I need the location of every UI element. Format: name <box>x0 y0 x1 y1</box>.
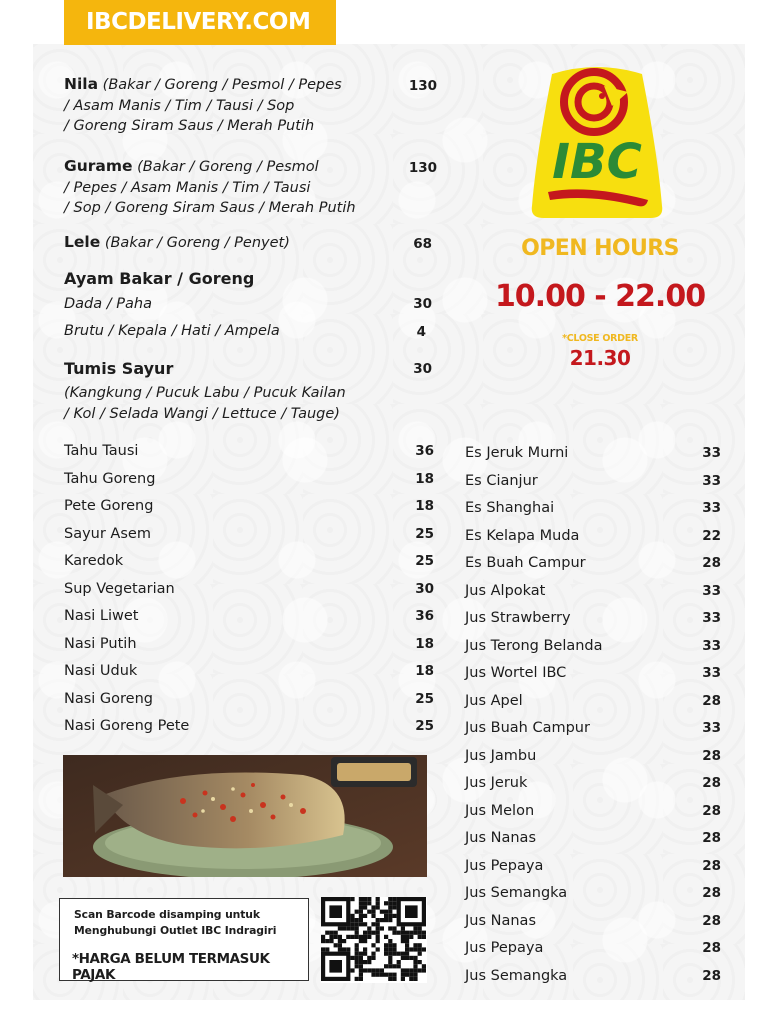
menu-row-price: 25 <box>415 690 434 707</box>
site-banner[interactable]: IBCDELIVERY.COM <box>64 0 336 45</box>
menu-row-price: 33 <box>702 637 721 654</box>
menu-row-price: 25 <box>415 718 434 734</box>
menu-row-price: 28 <box>702 912 721 929</box>
menu-row-price: 18 <box>415 635 434 652</box>
item-price: 30 <box>413 296 432 312</box>
menu-row-name: Es Jeruk Murni <box>465 445 569 461</box>
menu-row-name: Jus Alpokat <box>465 582 546 599</box>
menu-row-name: Jus Semangka <box>465 885 568 901</box>
menu-row <box>465 497 723 525</box>
menu-row-price: 25 <box>415 553 434 569</box>
menu-row-price: 28 <box>702 967 721 984</box>
menu-row <box>465 442 723 470</box>
tumis-options: (Kangkung / Pucuk Labu / Pucuk Kailan <box>64 385 346 401</box>
menu-row-price: 28 <box>702 940 721 956</box>
menu-row-price: 36 <box>415 443 434 459</box>
menu-row <box>465 470 723 498</box>
menu-row <box>64 633 436 661</box>
notice-line: Menghubungi Outlet IBC Indragiri <box>74 924 277 937</box>
menu-row <box>465 800 723 828</box>
menu-row-price: 33 <box>702 500 721 516</box>
menu-row <box>64 688 436 716</box>
menu-row-name: Es Kelapa Muda <box>465 527 580 544</box>
menu-item-lele <box>64 232 404 254</box>
menu-row-name: Jus Pepaya <box>465 857 544 874</box>
menu-row <box>64 468 436 496</box>
menu-row-name: Jus Jeruk <box>465 775 528 791</box>
menu-row <box>465 580 723 608</box>
menu-row <box>64 605 436 633</box>
item-price: 130 <box>408 160 437 176</box>
menu-row <box>465 662 723 690</box>
menu-row-price: 33 <box>702 720 721 736</box>
menu-row-price: 28 <box>702 555 721 571</box>
menu-row-name: Jus Pepaya <box>465 940 544 956</box>
menu-row-price: 33 <box>702 445 721 461</box>
menu-item-gurame <box>64 156 404 219</box>
menu-list-food <box>64 440 436 743</box>
menu-row-name: Es Cianjur <box>465 472 538 489</box>
menu-row-name: Nasi Putih <box>64 635 137 652</box>
menu-row-name: Es Buah Campur <box>465 555 586 571</box>
menu-row-name: Nasi Goreng <box>64 690 153 707</box>
menu-row <box>64 495 436 523</box>
menu-row-price: 28 <box>702 692 721 709</box>
menu-row <box>465 882 723 910</box>
menu-row <box>64 550 436 578</box>
menu-row-name: Karedok <box>64 553 124 569</box>
notice-line: Scan Barcode disamping untuk <box>74 908 260 921</box>
menu-row-price: 28 <box>702 885 721 901</box>
item-options: (Bakar / Goreng / Pesmol / Pepes <box>102 77 342 93</box>
svg-text:IBC: IBC <box>552 134 642 190</box>
ayam-row-name: Brutu / Kepala / Hati / Ampela <box>64 323 280 339</box>
menu-row <box>465 937 723 965</box>
item-options: / Sop / Goreng Siram Saus / Merah Putih <box>64 200 356 216</box>
item-name: Nila <box>64 75 99 93</box>
menu-row <box>465 525 723 553</box>
section-title-ayam: Ayam Bakar / Goreng <box>64 269 255 288</box>
tax-notice: *HARGA BELUM TERMASUK PAJAK <box>72 951 270 983</box>
menu-row <box>465 552 723 580</box>
menu-row <box>64 578 436 606</box>
menu-row-name: Jus Apel <box>465 692 523 709</box>
menu-row <box>64 523 436 551</box>
menu-row <box>64 660 436 688</box>
menu-row <box>465 772 723 800</box>
menu-list-drinks <box>465 442 723 992</box>
item-name: Lele <box>64 233 101 251</box>
menu-row-price: 28 <box>702 802 721 819</box>
menu-row-price: 18 <box>415 470 434 487</box>
item-options: / Pepes / Asam Manis / Tim / Tausi <box>64 179 311 196</box>
menu-row-name: Jus Wortel IBC <box>465 665 567 681</box>
menu-row-price: 28 <box>702 830 721 846</box>
item-options: / Goreng Siram Saus / Merah Putih <box>64 118 315 134</box>
menu-row-price: 33 <box>702 472 721 489</box>
tumis-options: / Kol / Selada Wangi / Lettuce / Tauge) <box>64 406 340 422</box>
qr-code-icon[interactable] <box>321 897 427 983</box>
menu-row-price: 30 <box>415 580 434 597</box>
menu-row-name: Pete Goreng <box>64 498 154 514</box>
menu-row-price: 25 <box>415 525 434 542</box>
menu-row <box>465 607 723 635</box>
item-name: Gurame <box>64 157 133 175</box>
menu-row-name: Es Shanghai <box>465 500 555 516</box>
ibc-logo-icon <box>528 66 666 218</box>
menu-row <box>465 855 723 883</box>
item-options: (Bakar / Goreng / Penyet) <box>104 235 290 251</box>
notice-box <box>59 898 309 981</box>
menu-row <box>64 440 436 468</box>
menu-row <box>465 965 723 993</box>
item-price: 68 <box>413 236 432 252</box>
menu-row <box>465 690 723 718</box>
item-price: 4 <box>416 324 426 340</box>
menu-row <box>465 717 723 745</box>
menu-row-name: Nasi Goreng Pete <box>64 718 190 734</box>
menu-row <box>465 635 723 663</box>
menu-row-price: 18 <box>415 498 434 514</box>
menu-item-nila <box>64 74 404 137</box>
menu-row-name: Nasi Liwet <box>64 608 139 624</box>
menu-row-price: 22 <box>702 527 721 544</box>
menu-row-name: Jus Strawberry <box>465 610 571 626</box>
menu-row-price: 28 <box>702 747 721 764</box>
menu-row-name: Tahu Goreng <box>64 470 156 487</box>
menu-row-name: Jus Buah Campur <box>465 720 590 736</box>
open-hours-time: 10.00 - 22.00 <box>494 279 706 314</box>
menu-row-name: Sup Vegetarian <box>64 580 175 597</box>
grilled-fish-photo <box>63 755 427 877</box>
menu-row <box>465 827 723 855</box>
menu-row-price: 33 <box>702 582 721 599</box>
menu-row-price: 33 <box>702 610 721 626</box>
item-options: (Bakar / Goreng / Pesmol <box>137 159 319 175</box>
menu-row-name: Jus Jambu <box>465 747 537 764</box>
item-price: 130 <box>408 78 437 94</box>
menu-row-name: Jus Nanas <box>465 830 536 846</box>
open-hours-title: OPEN HOURS <box>521 236 679 261</box>
menu-row-price: 36 <box>415 608 434 624</box>
menu-row-name: Jus Terong Belanda <box>465 637 603 654</box>
menu-row-name: Tahu Tausi <box>64 443 139 459</box>
menu-row-name: Jus Melon <box>465 802 535 819</box>
menu-row-price: 33 <box>702 665 721 681</box>
menu-row <box>465 910 723 938</box>
menu-row <box>64 715 436 743</box>
menu-row-name: Jus Semangka <box>465 967 568 984</box>
ayam-row-name: Dada / Paha <box>64 296 152 312</box>
close-order-label: *CLOSE ORDER <box>562 333 638 344</box>
section-title-tumis: Tumis Sayur <box>64 359 174 378</box>
close-order-time: 21.30 <box>569 346 631 370</box>
menu-row-price: 28 <box>702 775 721 791</box>
menu-row-name: Nasi Uduk <box>64 663 138 679</box>
menu-row <box>465 745 723 773</box>
menu-row-price: 18 <box>415 663 434 679</box>
item-price: 30 <box>413 361 432 377</box>
menu-row-name: Sayur Asem <box>64 525 151 542</box>
menu-row-price: 28 <box>702 857 721 874</box>
menu-row-name: Jus Nanas <box>465 912 536 929</box>
item-options: / Asam Manis / Tim / Tausi / Sop <box>64 97 295 114</box>
